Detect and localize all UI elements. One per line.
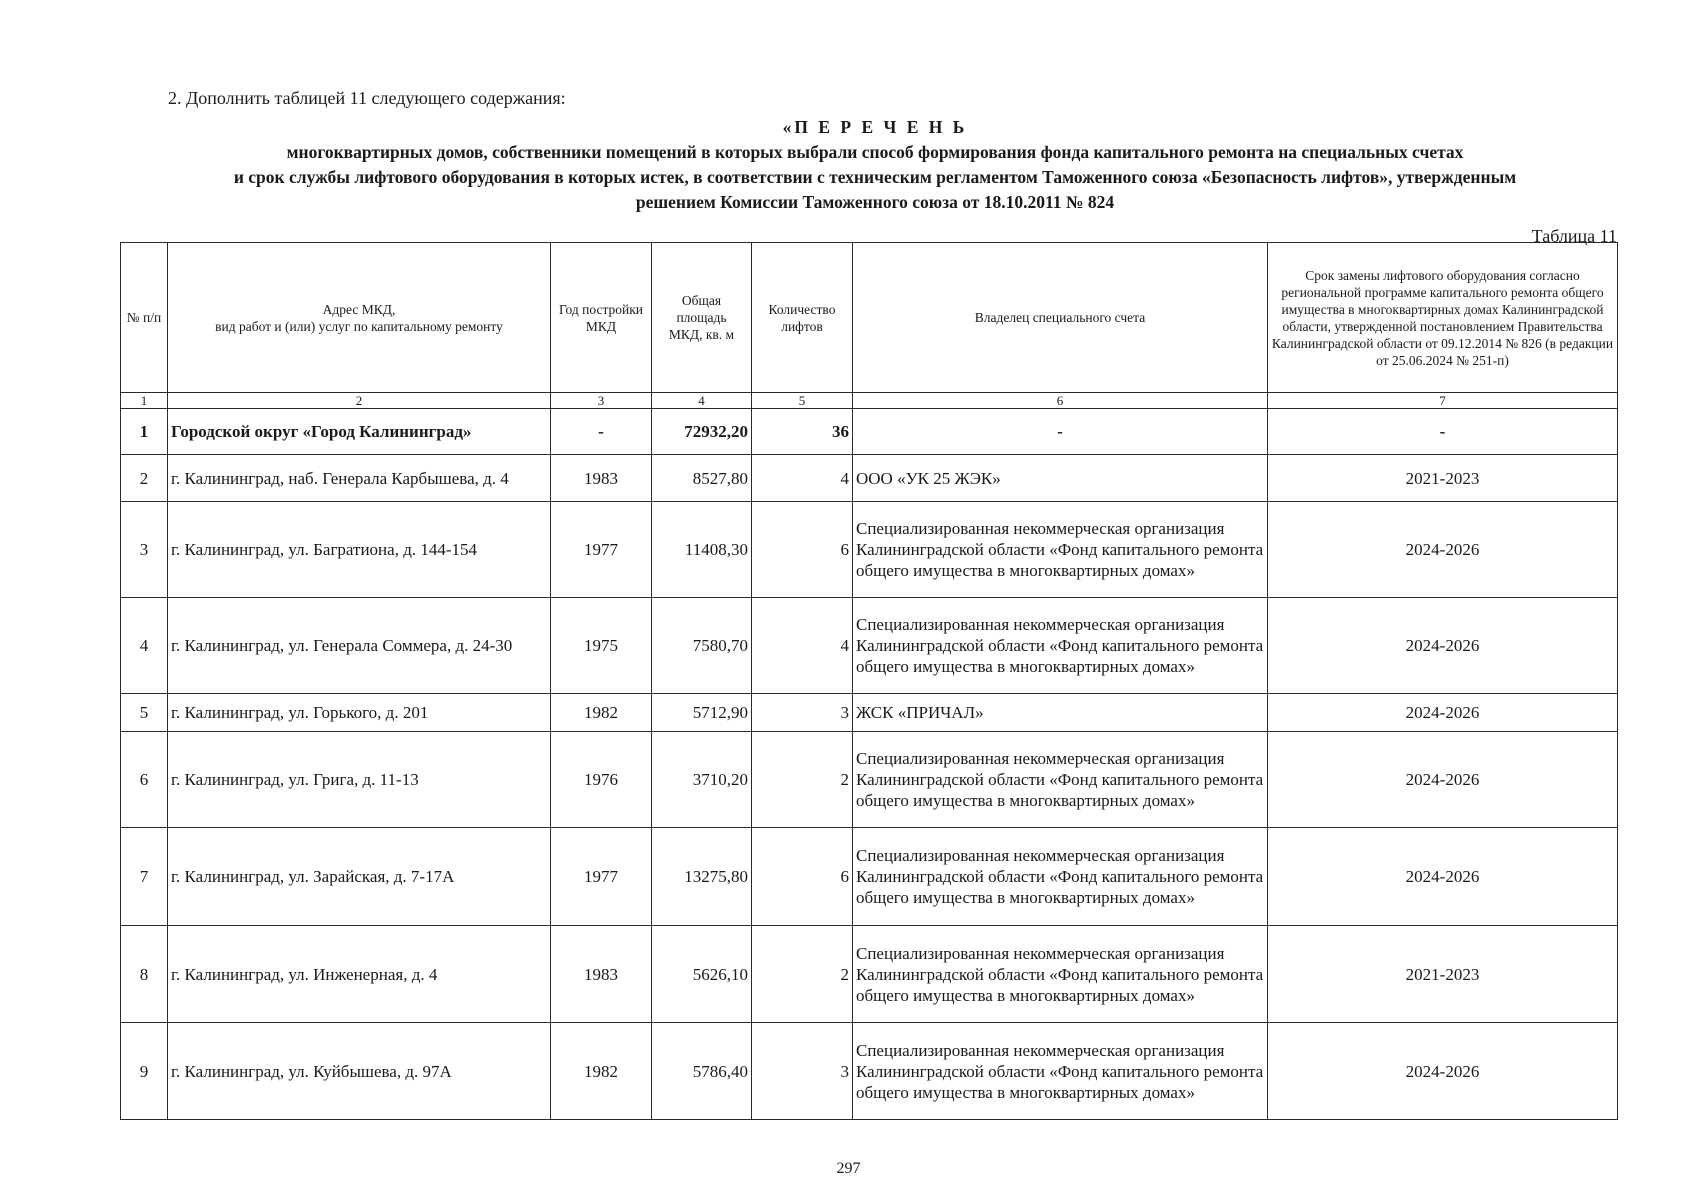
row-year: 1982 xyxy=(551,694,652,732)
table-row xyxy=(121,409,1618,455)
row-lifts: 2 xyxy=(752,732,853,828)
row-owner: - xyxy=(853,409,1268,455)
row-year: 1977 xyxy=(551,828,652,926)
row-address: г. Калининград, ул. Инженерная, д. 4 xyxy=(168,926,551,1023)
row-term: 2024-2026 xyxy=(1268,732,1618,828)
column-number: 7 xyxy=(1268,393,1618,409)
column-number: 6 xyxy=(853,393,1268,409)
row-num: 1 xyxy=(121,409,168,455)
header-address-line-2: вид работ и (или) услуг по капитальному ремонту xyxy=(215,318,503,334)
row-owner: Специализированная некоммерческая организация Калининградской области «Фонд капитального ремонта общего имущества в многоквартирных домах» xyxy=(853,732,1268,828)
row-term: 2024-2026 xyxy=(1268,598,1618,694)
header-area xyxy=(652,243,752,393)
row-address: г. Калининград, ул. Зарайская, д. 7-17А xyxy=(168,828,551,926)
page-number: 297 xyxy=(836,1160,861,1177)
row-owner: Специализированная некоммерческая организация Калининградской области «Фонд капитального ремонта общего имущества в многоквартирных домах» xyxy=(853,1023,1268,1120)
row-area: 13275,80 xyxy=(652,828,752,926)
row-area: 5712,90 xyxy=(652,694,752,732)
table-row xyxy=(121,732,1618,828)
row-term: 2021-2023 xyxy=(1268,926,1618,1023)
row-num: 2 xyxy=(121,455,168,502)
header-year-line-2: МКД xyxy=(585,318,617,334)
row-term: 2021-2023 xyxy=(1268,455,1618,502)
header-row xyxy=(121,243,1618,393)
table-row xyxy=(121,455,1618,502)
row-lifts: 4 xyxy=(752,598,853,694)
row-lifts: 6 xyxy=(752,828,853,926)
row-area: 5626,10 xyxy=(652,926,752,1023)
row-address: г. Калининград, ул. Багратиона, д. 144-154 xyxy=(168,502,551,598)
table-label: Таблица 11 xyxy=(1531,226,1617,246)
row-owner: Специализированная некоммерческая организация Калининградской области «Фонд капитального ремонта общего имущества в многоквартирных домах» xyxy=(853,598,1268,694)
housing-table xyxy=(120,242,1618,1120)
header-owner: Владелец специального счета xyxy=(853,243,1268,393)
header-area-line-1: Общая xyxy=(681,293,722,308)
row-area: 3710,20 xyxy=(652,732,752,828)
row-address: г. Калининград, ул. Куйбышева, д. 97А xyxy=(168,1023,551,1120)
row-year: 1975 xyxy=(551,598,652,694)
row-num: 5 xyxy=(121,694,168,732)
table-row xyxy=(121,1023,1618,1120)
row-num: 7 xyxy=(121,828,168,926)
title-line-4: решением Комиссии Таможенного союза от 18.10.2011 № 824 xyxy=(635,192,1115,212)
row-address: г. Калининград, наб. Генерала Карбышева, д. 4 xyxy=(168,455,551,502)
row-owner: Специализированная некоммерческая организация Калининградской области «Фонд капитального ремонта общего имущества в многоквартирных домах» xyxy=(853,502,1268,598)
header-address xyxy=(168,243,551,393)
column-number: 5 xyxy=(752,393,853,409)
table-row xyxy=(121,828,1618,926)
row-address: г. Калининград, ул. Грига, д. 11-13 xyxy=(168,732,551,828)
row-address: Городской округ «Город Калининград» xyxy=(168,409,551,455)
row-num: 8 xyxy=(121,926,168,1023)
row-num: 3 xyxy=(121,502,168,598)
row-owner: Специализированная некоммерческая организация Калининградской области «Фонд капитального ремонта общего имущества в многоквартирных домах» xyxy=(853,926,1268,1023)
row-lifts: 3 xyxy=(752,1023,853,1120)
row-area: 11408,30 xyxy=(652,502,752,598)
row-area: 5786,40 xyxy=(652,1023,752,1120)
row-num: 4 xyxy=(121,598,168,694)
row-num: 6 xyxy=(121,732,168,828)
row-term: - xyxy=(1268,409,1618,455)
row-address: г. Калининград, ул. Горького, д. 201 xyxy=(168,694,551,732)
table-row xyxy=(121,502,1618,598)
header-area-line-2: площадь xyxy=(676,310,727,325)
row-year: 1983 xyxy=(551,926,652,1023)
header-num: № п/п xyxy=(121,243,168,393)
row-year: - xyxy=(551,409,652,455)
row-area: 72932,20 xyxy=(652,409,752,455)
column-number: 4 xyxy=(652,393,752,409)
title-line-2: многоквартирных домов, собственники помещений в которых выбрали способ формирования фонда капитального ремонта на специальных счетах xyxy=(286,142,1464,162)
document-title xyxy=(120,115,1630,215)
row-lifts: 2 xyxy=(752,926,853,1023)
row-lifts: 4 xyxy=(752,455,853,502)
column-number-row xyxy=(121,393,1618,409)
row-address: г. Калининград, ул. Генерала Соммера, д. 24-30 xyxy=(168,598,551,694)
row-lifts: 3 xyxy=(752,694,853,732)
row-lifts: 36 xyxy=(752,409,853,455)
header-address-line-1: Адрес МКД, xyxy=(322,301,396,317)
row-owner: Специализированная некоммерческая организация Калининградской области «Фонд капитального ремонта общего имущества в многоквартирных домах» xyxy=(853,828,1268,926)
table-row xyxy=(121,598,1618,694)
title-line-1: «П Е Р Е Ч Е Н Ь xyxy=(782,117,968,137)
column-number: 2 xyxy=(168,393,551,409)
title-line-3: и срок службы лифтового оборудования в которых истек, в соответствии с техническим регламентом Таможенного союза «Безопасность лифтов», утвержденным xyxy=(233,167,1517,187)
row-lifts: 6 xyxy=(752,502,853,598)
header-lifts xyxy=(752,243,853,393)
row-owner: ООО «УК 25 ЖЭК» xyxy=(853,455,1268,502)
row-num: 9 xyxy=(121,1023,168,1120)
row-year: 1976 xyxy=(551,732,652,828)
row-term: 2024-2026 xyxy=(1268,828,1618,926)
row-area: 7580,70 xyxy=(652,598,752,694)
row-year: 1983 xyxy=(551,455,652,502)
column-number: 3 xyxy=(551,393,652,409)
header-lifts-line-1: Количество xyxy=(768,301,836,317)
row-area: 8527,80 xyxy=(652,455,752,502)
header-year-line-1: Год постройки xyxy=(558,301,644,317)
header-lifts-line-2: лифтов xyxy=(781,318,823,334)
row-term: 2024-2026 xyxy=(1268,502,1618,598)
row-term: 2024-2026 xyxy=(1268,1023,1618,1120)
intro-text: 2. Дополнить таблицей 11 следующего содержания: xyxy=(168,88,566,108)
row-term: 2024-2026 xyxy=(1268,694,1618,732)
row-owner: ЖСК «ПРИЧАЛ» xyxy=(853,694,1268,732)
header-area-line-3: МКД, кв. м xyxy=(668,327,735,342)
row-year: 1982 xyxy=(551,1023,652,1120)
header-year xyxy=(551,243,652,393)
row-year: 1977 xyxy=(551,502,652,598)
table-row xyxy=(121,926,1618,1023)
header-term: Срок замены лифтового оборудования согласно региональной программе капитального ремонта общего имущества в многоквартирных домах Калининградской области, утвержденной постановлением Правительства Калининградской области от 09.12.2014 № 826 (в редакции от 25.06.2024 № 251-п) xyxy=(1268,243,1618,393)
column-number: 1 xyxy=(121,393,168,409)
table-row xyxy=(121,694,1618,732)
